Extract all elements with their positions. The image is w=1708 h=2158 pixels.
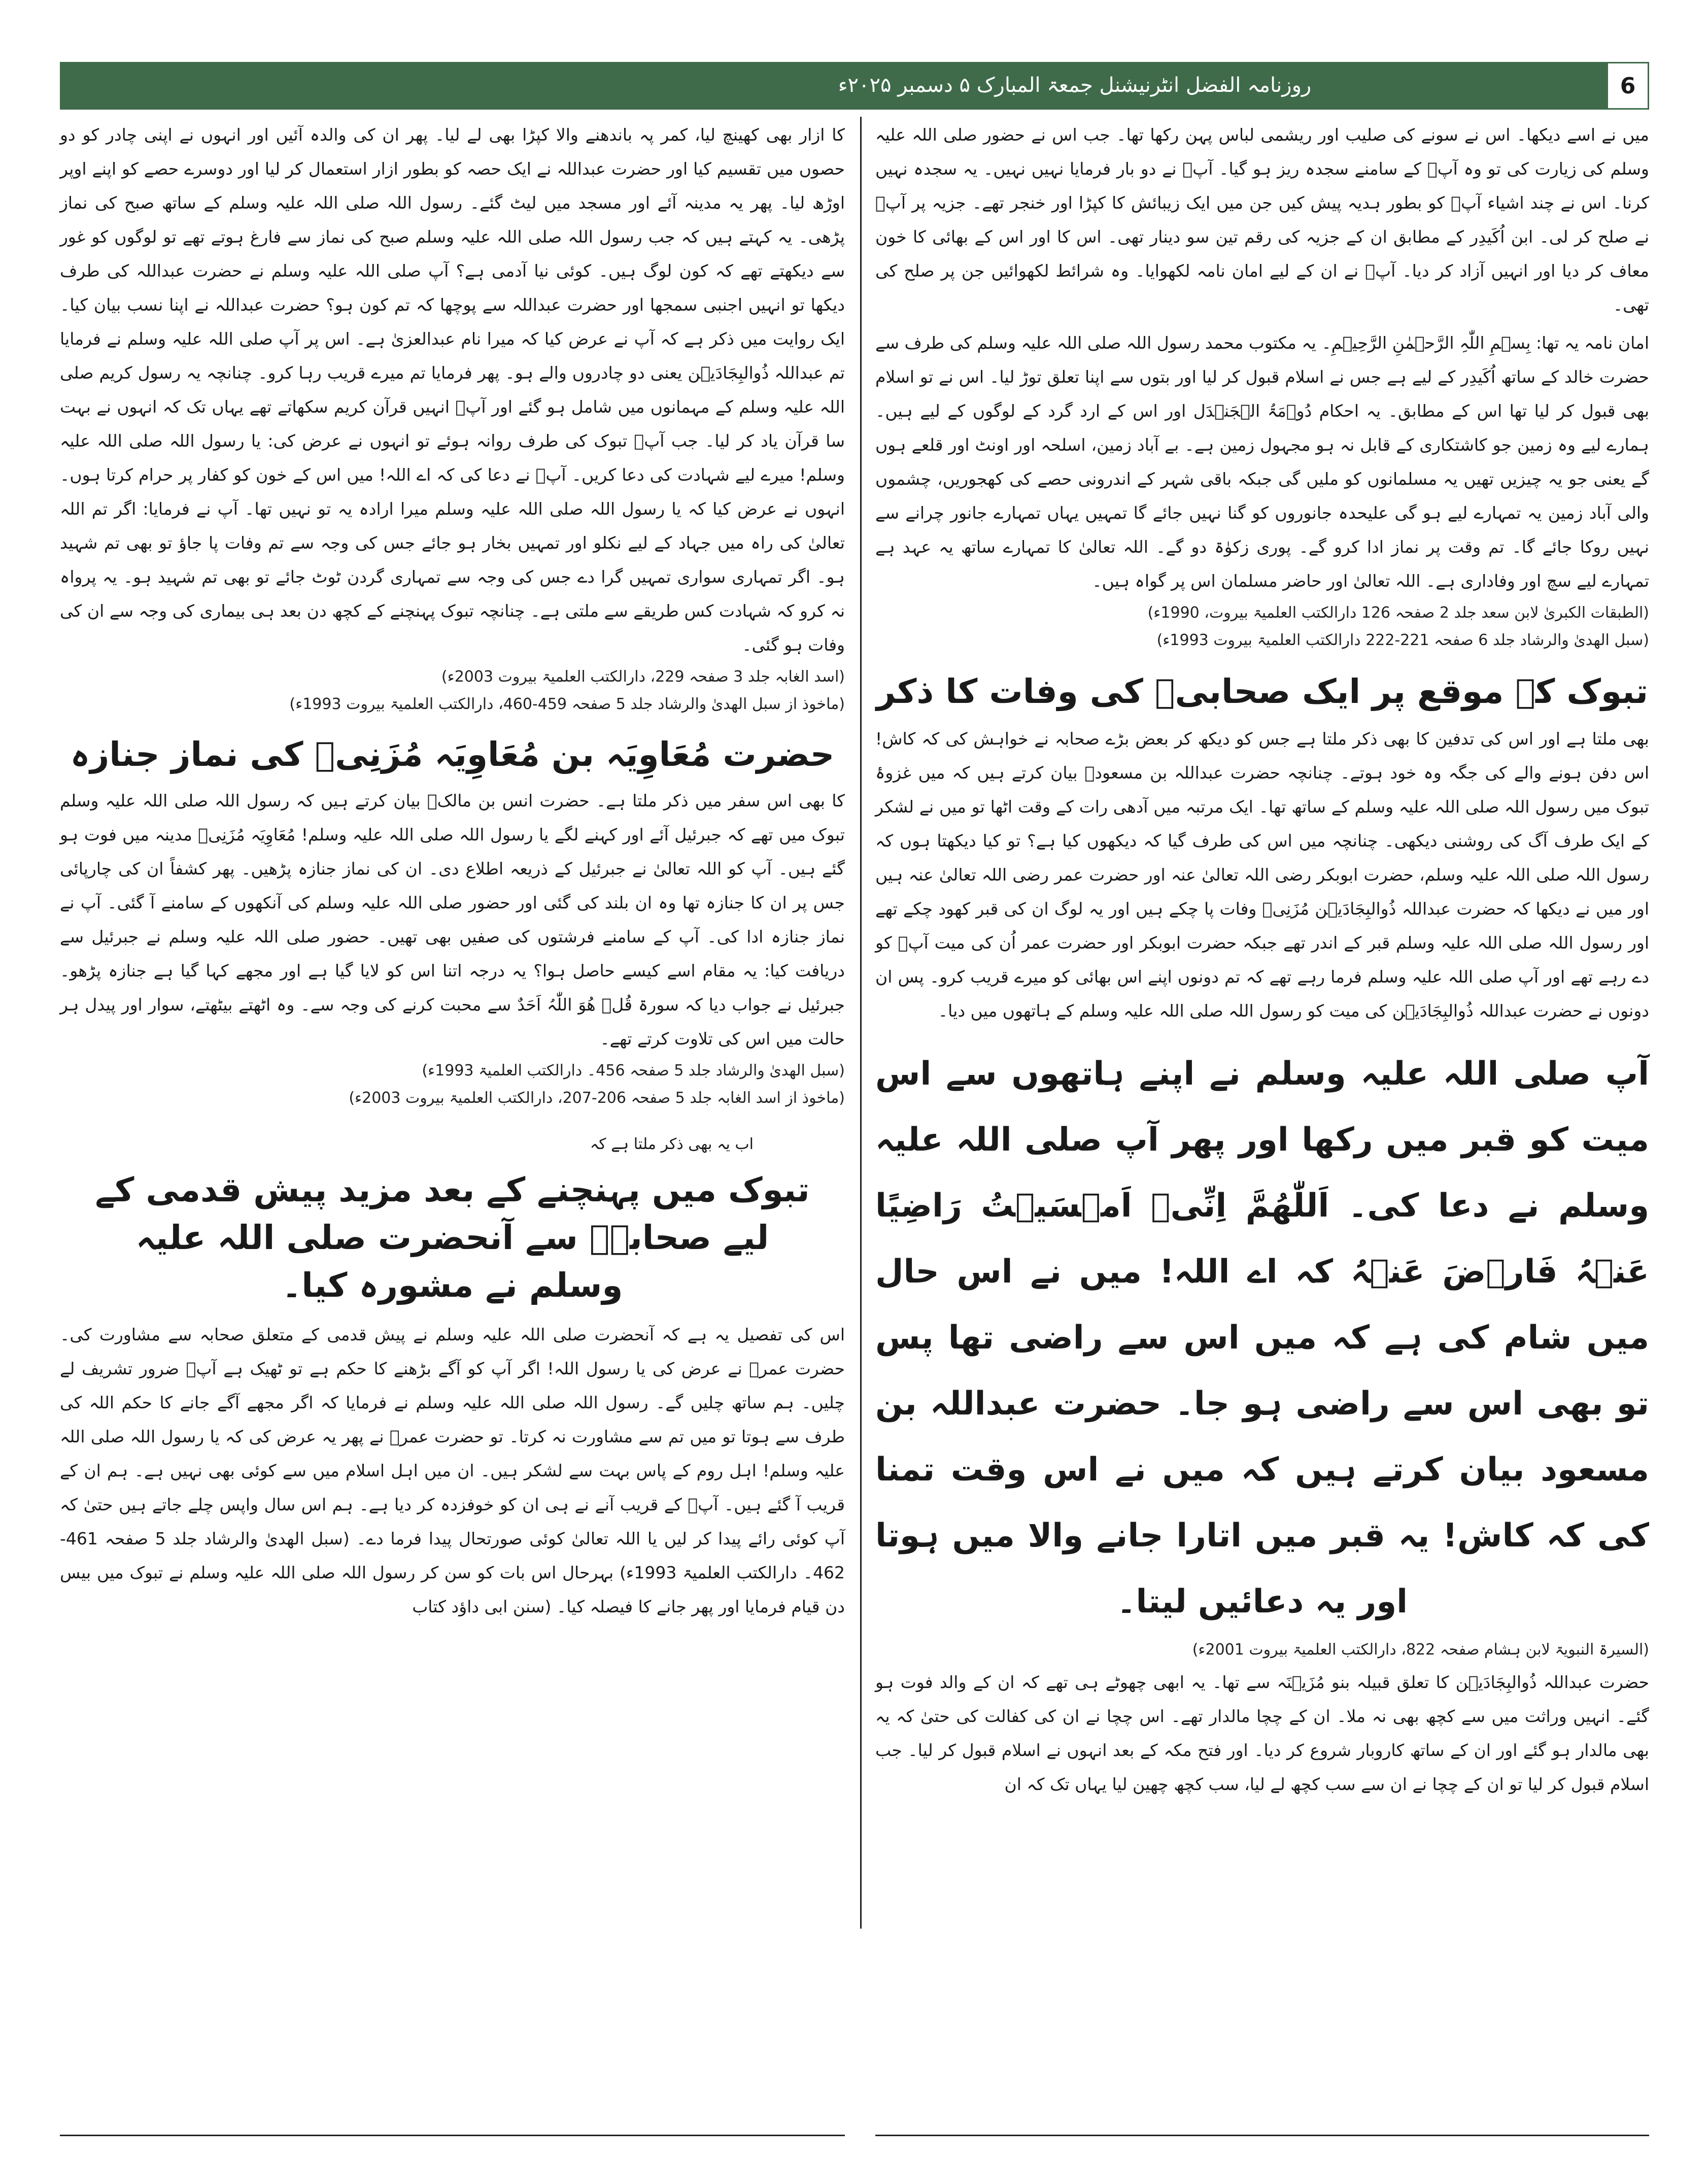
reference: (السیرۃ النبویۃ لابن ہشام صفحہ 822، دارالکتب العلمیۃ بیروت 2001ء) [1192,1641,1649,1659]
bottom-rule-left [60,2135,845,2136]
pull-quote: آپ صلی اللہ علیہ وسلم نے اپنے ہاتھوں سے اس میت کو قبر میں رکھا اور پھر آپ صلی اللہ علیہ وسلم نے دعا کی۔ اَللّٰھُمَّ اِنِّیۡ اَمۡسَیۡتُ رَاضِیًا عَنۡہُ فَارۡضَ عَنۡہُ کہ اے اللہ! میں نے اس حال میں شام کی ہے کہ میں اس سے راضی تھا پس تو بھی اس سے راضی ہو جا۔ حضرت عبداللہ بن مسعود بیان کرتے ہیں کہ میں نے اس وقت تمنا کی کہ کاش! یہ قبر میں اتارا جانے والا میں ہوتا اور یہ دعائیں لیتا۔ [875,1055,1649,1621]
section-paragraph: بھی ملتا ہے اور اس کی تدفین کا بھی ذکر ملتا ہے جس کو دیکھ کر بعض بڑے صحابہ نے خواہش کی کہ کاش! اس دفن ہونے والے کی جگہ وہ خود ہوتے۔ چنانچہ حضرت عبداللہ بن مسعودؓ بیان کرتے ہیں کہ میں غزوۂ تبوک میں رسول اللہ صلی اللہ علیہ وسلم کے ساتھ تھا۔ ایک مرتبہ میں آدھی رات کے وقت اٹھا تو میں نے لشکر کے ایک طرف آگ کی روشنی دیکھی۔ چنانچہ میں اس کی طرف گیا کہ دیکھوں کیا ہے؟ تو کیا دیکھتا ہوں کہ رسول اللہ صلی اللہ علیہ وسلم، حضرت ابوبکر رضی اللہ تعالیٰ عنہ اور حضرت عمر رضی اللہ تعالیٰ عنہ ہیں اور میں نے دیکھا کہ حضرت عبداللہ ذُوالبِجَادَیۡن مُزَنِیؓ وفات پا چکے ہیں اور یہ لوگ ان کی قبر کھود چکے تھے اور رسول اللہ صلی اللہ علیہ وسلم قبر کے اندر تھے جبکہ حضرت ابوبکر اور حضرت عمر اُن کی میت آپؐ کو دے رہے تھے اور آپ صلی اللہ علیہ وسلم فرما رہے تھے کہ تم دونوں اپنے اس بھائی کو میرے قریب کرو۔ پس ان دونوں نے حضرت عبداللہ ذُوالبِجَادَیۡن کی میت کو رسول اللہ صلی اللہ علیہ وسلم کے ہاتھوں میں دیا۔ [875,729,1649,1021]
reference: (اسد الغابہ جلد 3 صفحہ 229، دارالکتب العلمیۃ بیروت 2003ء) [441,668,845,686]
intro-paragraph-2: امان نامہ یہ تھا: بِسۡمِ اللّٰہِ الرَّحۡمٰنِ الرَّحِیۡمِ۔ یہ مکتوب محمد رسول اللہ صلی اللہ علیہ وسلم کی طرف سے حضرت خالد کے ساتھ اُکَیدِر کے لیے ہے جس نے اسلام قبول کر لیا اور بتوں سے اپنا تعلق توڑ لیا۔ اس نے تو اسلام بھی قبول کر لیا تھا اس کے مطابق۔ یہ احکام دُوۡمَۃُ الۡجَنۡدَل اور اس کے ارد گرد کے لوگوں کے لیے ہیں۔ ہمارے لیے وہ زمین جو کاشتکاری کے قابل نہ ہو مجہول زمین ہے۔ بے آباد زمین، اسلحہ اور اونٹ اور قلعے ہوں گے یعنی جو یہ چیزیں تھیں یہ مسلمانوں کو ملیں گی جبکہ باقی شہر کے اندرونی حصے کی کھجوریں، چشموں والی آباد زمین یہ تمہارے لیے ہو گی علیحدہ جانوروں کو گنا نہیں جائے گا تمہیں یہاں تمہارے جانور چرانے سے نہیں روکا جائے گا۔ تم وقت پر نماز ادا کرو گے۔ پوری زکوٰۃ دو گے۔ اللہ تعالیٰ کا تمہارے ساتھ یہ عہد ہے تمہارے لیے سچ اور وفاداری ہے۔ اللہ تعالیٰ اور حاضر مسلمان اس پر گواہ ہیں۔ [875,333,1649,591]
top-paragraph: کا ازار بھی کھینچ لیا، کمر پہ باندھنے والا کپڑا بھی لے لیا۔ پھر ان کی والدہ آئیں اور انہوں نے اپنی چادر کو دو حصوں میں تقسیم کیا اور حضرت عبداللہ نے ایک حصہ کو بطور ازار استعمال کر لیا اور دوسرے حصے کو اپنے اوپر اوڑھ لیا۔ پھر یہ مدینہ آئے اور مسجد میں لیٹ گئے۔ رسول اللہ صلی اللہ علیہ وسلم کے ساتھ صبح کی نماز پڑھی۔ یہ کہتے ہیں کہ جب رسول اللہ صلی اللہ علیہ وسلم صبح کی نماز سے فارغ ہوتے تھے تو لوگوں کو غور سے دیکھتے تھے کہ کون لوگ ہیں۔ کوئی نیا آدمی ہے؟ آپ صلی اللہ علیہ وسلم نے حضرت عبداللہ کی طرف دیکھا تو انہیں اجنبی سمجھا اور حضرت عبداللہ سے پوچھا کہ تم کون ہو؟ حضرت عبداللہ نے اپنا نسب بیان کیا۔ ایک روایت میں ذکر ہے کہ آپ نے عرض کیا کہ میرا نام عبدالعزیٰ ہے۔ اس پر آپ صلی اللہ علیہ وسلم نے فرمایا تم عبداللہ ذُوالبِجَادَیۡن یعنی دو چادروں والے ہو۔ پھر فرمایا تم میرے قریب رہا کرو۔ چنانچہ یہ رسول کریم صلی اللہ علیہ وسلم کے مہمانوں میں شامل ہو گئے اور آپؐ انہیں قرآن کریم سکھاتے تھے یہاں تک کہ انہوں نے بہت سا قرآن یاد کر لیا۔ جب آپؐ تبوک کی طرف روانہ ہوئے تو انہوں نے عرض کی: یا رسول اللہ صلی اللہ علیہ وسلم! میرے لیے شہادت کی دعا کریں۔ آپؐ نے دعا کی کہ اے اللہ! میں اس کے خون کو کفار پر حرام کرتا ہوں۔ انہوں نے عرض کیا کہ یا رسول اللہ صلی اللہ علیہ وسلم میرا ارادہ یہ تو نہیں تھا۔ آپ نے فرمایا: اگر تم اللہ تعالیٰ کی راہ میں جہاد کے لیے نکلو اور تمہیں بخار ہو جائے جس کی وجہ سے تم وفات پا جاؤ تو بھی تم شہید ہو۔ اگر تمہاری سواری تمہیں گرا دے جس کی وجہ سے تمہاری گردن ٹوٹ جائے تو بھی تم شہید ہو۔ یہ پرواہ نہ کرو کہ شہادت کس طریقے سے ملتی ہے۔ چنانچہ تبوک پہنچنے کے کچھ دن بعد ہی بیماری کی وجہ سے ان کی وفات ہو گئی۔ [60,125,845,655]
column-divider [860,117,862,1929]
newspaper-masthead: روزنامہ الفضل انٹرنیشنل جمعۃ المبارک ۵ دسمبر ۲۰۲۵ء [838,74,1312,97]
reference: (سبل الھدیٰ والرشاد جلد 6 صفحہ 221-222 دارالکتب العلمیۃ بیروت 1993ء) [1156,631,1649,649]
reference: (سبل الھدیٰ والرشاد جلد 5 صفحہ 456۔ دارالکتب العلمیۃ 1993ء) [422,1062,845,1080]
mid-heading: حضرت مُعَاوِیَہ بن مُعَاوِیَہ مُزَنِیؓ کی نماز جنازہ [70,735,835,774]
mid-paragraph: کا بھی اس سفر میں ذکر ملتا ہے۔ حضرت انس بن مالکؓ بیان کرتے ہیں کہ رسول اللہ صلی اللہ علیہ وسلم تبوک میں تھے کہ جبرئیل آئے اور کہنے لگے یا رسول اللہ صلی اللہ علیہ وسلم! مُعَاوِیَہ مُزَنِیؓ مدینہ میں فوت ہو گئے ہیں۔ آپ کو اللہ تعالیٰ نے جبرئیل کے ذریعہ اطلاع دی۔ ان کی نماز جنازہ پڑھیں۔ پھر کشفاً ان کی چارپائی جس پر ان کا جنازہ تھا وہ ان بلند کی گئی اور حضور صلی اللہ علیہ وسلم کی آنکھوں کے سامنے آ گئی۔ آپ نے نماز جنازہ ادا کی۔ آپ کے سامنے فرشتوں کی صفیں بھی تھیں۔ حضور صلی اللہ علیہ وسلم نے جبرئیل سے دریافت کیا: یہ مقام اسے کیسے حاصل ہوا؟ یہ درجہ اتنا اس کو لایا گیا ہے اور مجھے کہا گیا ہے جنازہ پڑھو۔ جبرئیل نے جواب دیا کہ سورۃ قُلۡ ھُوَ اللّٰہُ اَحَدٌ سے محبت کرنے کی وجہ سے۔ وہ اٹھتے بیٹھتے، سوار اور پیدل ہر حالت میں اس کی تلاوت کرتے تھے۔ [60,791,845,1049]
header-bar [60,62,1610,110]
bottom-heading: تبوک میں پہنچنے کے بعد مزید پیش قدمی کے لیے صحابہؓ سے آنحضرت صلی اللہ علیہ وسلم نے مشورہ کیا۔ [95,1170,810,1305]
closing-paragraph: حضرت عبداللہ ذُوالبِجَادَیۡن کا تعلق قبیلہ بنو مُزَیۡنَہ سے تھا۔ یہ ابھی چھوٹے ہی تھے کہ ان کے والد فوت ہو گئے۔ انہیں وراثت میں سے کچھ بھی نہ ملا۔ ان کے چچا مالدار تھے۔ اس چچا نے ان کی کفالت کی حتیٰ کہ یہ بھی مالدار ہو گئے اور ان کے ساتھ کاروبار شروع کر دیا۔ اور فتح مکہ کے بعد انہوں نے اسلام قبول کر لیا۔ جب اسلام قبول کر لیا تو ان کے چچا نے ان سے سب کچھ لے لیا، سب کچھ چھین لیا یہاں تک کہ ان [875,1672,1649,1794]
lead-in-text: اب یہ بھی ذکر ملتا ہے کہ [590,1135,754,1153]
page-number: 6 [1607,62,1649,110]
section-heading: تبوک کے موقع پر ایک صحابیؓ کی وفات کا ذکر [876,672,1649,711]
bottom-paragraph: اس کی تفصیل یہ ہے کہ آنحضرت صلی اللہ علیہ وسلم نے پیش قدمی کے متعلق صحابہ سے مشاورت کی۔ حضرت عمرؓ نے عرض کی یا رسول اللہ! اگر آپ کو آگے بڑھنے کا حکم ہے تو ٹھیک ہے آپؐ ضرور تشریف لے چلیں۔ ہم ساتھ چلیں گے۔ رسول اللہ صلی اللہ علیہ وسلم نے فرمایا کہ اگر مجھے آگے جانے کا حکم اللہ کی طرف سے ہوتا تو میں تم سے مشاورت نہ کرتا۔ تو حضرت عمرؓ نے پھر یہ عرض کی کہ یا رسول اللہ صلی اللہ علیہ وسلم! اہل روم کے پاس بہت سے لشکر ہیں۔ ان میں اہل اسلام میں سے کوئی بھی نہیں ہے۔ ہم ان کے قریب آ گئے ہیں۔ آپؐ کے قریب آنے نے ہی ان کو خوفزدہ کر دیا ہے۔ ہم اس سال واپس چلے جاتے ہیں حتیٰ کہ آپ کوئی رائے پیدا کر لیں یا اللہ تعالیٰ کوئی صورتحال پیدا فرما دے۔ (سبل الھدیٰ والرشاد جلد 5 صفحہ 461-462۔ دارالکتب العلمیۃ 1993ء) بہرحال اس بات کو سن کر رسول اللہ صلی اللہ علیہ وسلم نے تبوک میں بیس دن قیام فرمایا اور پھر جانے کا فیصلہ کیا۔ (سنن ابی داؤد کتاب [60,1325,845,1616]
reference: (الطبقات الکبریٰ لابن سعد جلد 2 صفحہ 126 دارالکتب العلمیۃ بیروت، 1990ء) [1147,604,1649,622]
intro-paragraph-1: میں نے اسے دیکھا۔ اس نے سونے کی صلیب اور ریشمی لباس پہن رکھا تھا۔ جب اس نے حضور صلی اللہ علیہ وسلم کی زیارت کی تو وہ آپؐ کے سامنے سجدہ ریز ہو گیا۔ آپؐ نے دو بار فرمایا نہیں نہیں۔ یہ سجدہ نہیں کرنا۔ اس نے چند اشیاء آپؐ کو بطور ہدیہ پیش کیں جن میں ایک زیبائش کا کپڑا اور خنجر تھے۔ جزیہ پر آپؐ نے صلح کر لی۔ ابن اُکَیدِر کے مطابق ان کے جزیہ کی رقم تین سو دینار تھی۔ اس کا اور اس کے بھائی کا خون معاف کر دیا اور انہیں آزاد کر دیا۔ آپؐ نے ان کے لیے امان نامہ لکھوایا۔ وہ شرائط لکھوائیں جن پر صلح کی تھی۔ [875,125,1649,315]
left-column [60,118,845,1624]
right-column [875,118,1649,1801]
reference: (ماخوذ از اسد الغابہ جلد 5 صفحہ 206-207، دارالکتب العلمیۃ بیروت 2003ء) [349,1089,845,1107]
reference: (ماخوذ از سبل الھدیٰ والرشاد جلد 5 صفحہ 459-460، دارالکتب العلمیۃ بیروت 1993ء) [289,695,845,713]
bottom-rule-right [875,2135,1649,2136]
